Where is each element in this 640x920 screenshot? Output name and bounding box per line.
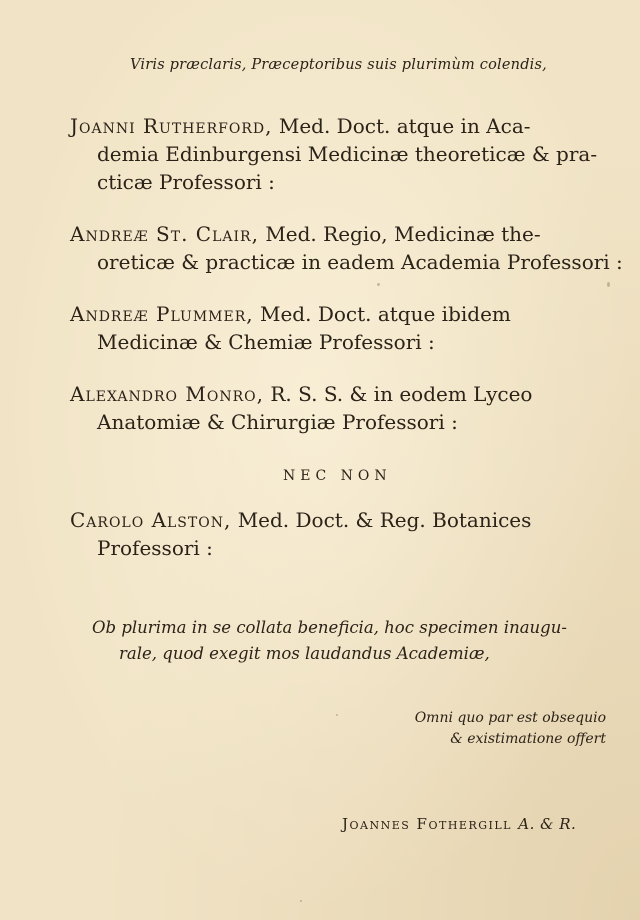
signature-degree: A. & R.: [518, 815, 577, 833]
dedicatee-entry-alston: [70, 506, 531, 562]
dedicatee-entry-rutherford: [70, 112, 597, 196]
closing-line: Omni quo par est obsequio: [414, 710, 606, 726]
dedicatee-title: oreticæ & practicæ in eadem Academia Professori :: [97, 250, 623, 274]
dedicatee-title: Med. Doct. atque in Aca-: [278, 114, 531, 138]
reason-line: rale, quod exegit mos laudandus Academiæ,: [119, 644, 490, 663]
dedicatee-title: Anatomiæ & Chirurgiæ Professori :: [97, 410, 458, 434]
dedicatee-title: Med. Doct. & Reg. Botanices: [237, 508, 532, 532]
closing-formula: [390, 708, 606, 750]
dedicatee-title: demia Edinburgensi Medicinæ theoreticæ & pra-: [97, 142, 598, 166]
reason-paragraph: [92, 615, 567, 667]
dedicatee-title: cticæ Professori :: [97, 170, 275, 194]
dedicatee-title: R. S. S. & in eodem Lyceo: [270, 382, 533, 406]
paper-stain: [377, 283, 380, 286]
dedicatee-title: Med. Doct. atque ibidem: [259, 302, 511, 326]
dedication-line: Viris præclaris, Præceptoribus suis plurimùm colendis,: [130, 57, 547, 73]
paper-stain: [300, 900, 302, 902]
dedicatee-entry-st-clair: [70, 220, 623, 276]
dedicatee-title: Medicinæ & Chemiæ Professori :: [97, 330, 435, 354]
dedicatee-entry-monro: [70, 380, 532, 436]
dedicatee-name: Alexandro Monro,: [70, 382, 264, 406]
reason-line: Ob plurima in se collata beneficia, hoc specimen inaugu-: [92, 618, 567, 637]
dedicatee-name: Carolo Alston,: [70, 508, 232, 532]
dedicatee-entry-plummer: [70, 300, 511, 356]
closing-line: & existimatione offert: [450, 731, 606, 747]
signature: [342, 815, 576, 833]
dedicatee-name: Joanni Rutherford,: [70, 114, 273, 138]
dedicatee-name: Andreæ St. Clair,: [70, 222, 259, 246]
paper-stain: [336, 714, 338, 716]
paper-stain: [607, 282, 610, 287]
signature-name: Joannes Fothergill: [342, 815, 512, 833]
dedicatee-title: Med. Regio, Medicinæ the-: [265, 222, 541, 246]
dedicatee-name: Andreæ Plummer,: [70, 302, 254, 326]
dedicatee-title: Professori :: [97, 536, 213, 560]
nec-non-divider: NEC NON: [283, 468, 392, 484]
